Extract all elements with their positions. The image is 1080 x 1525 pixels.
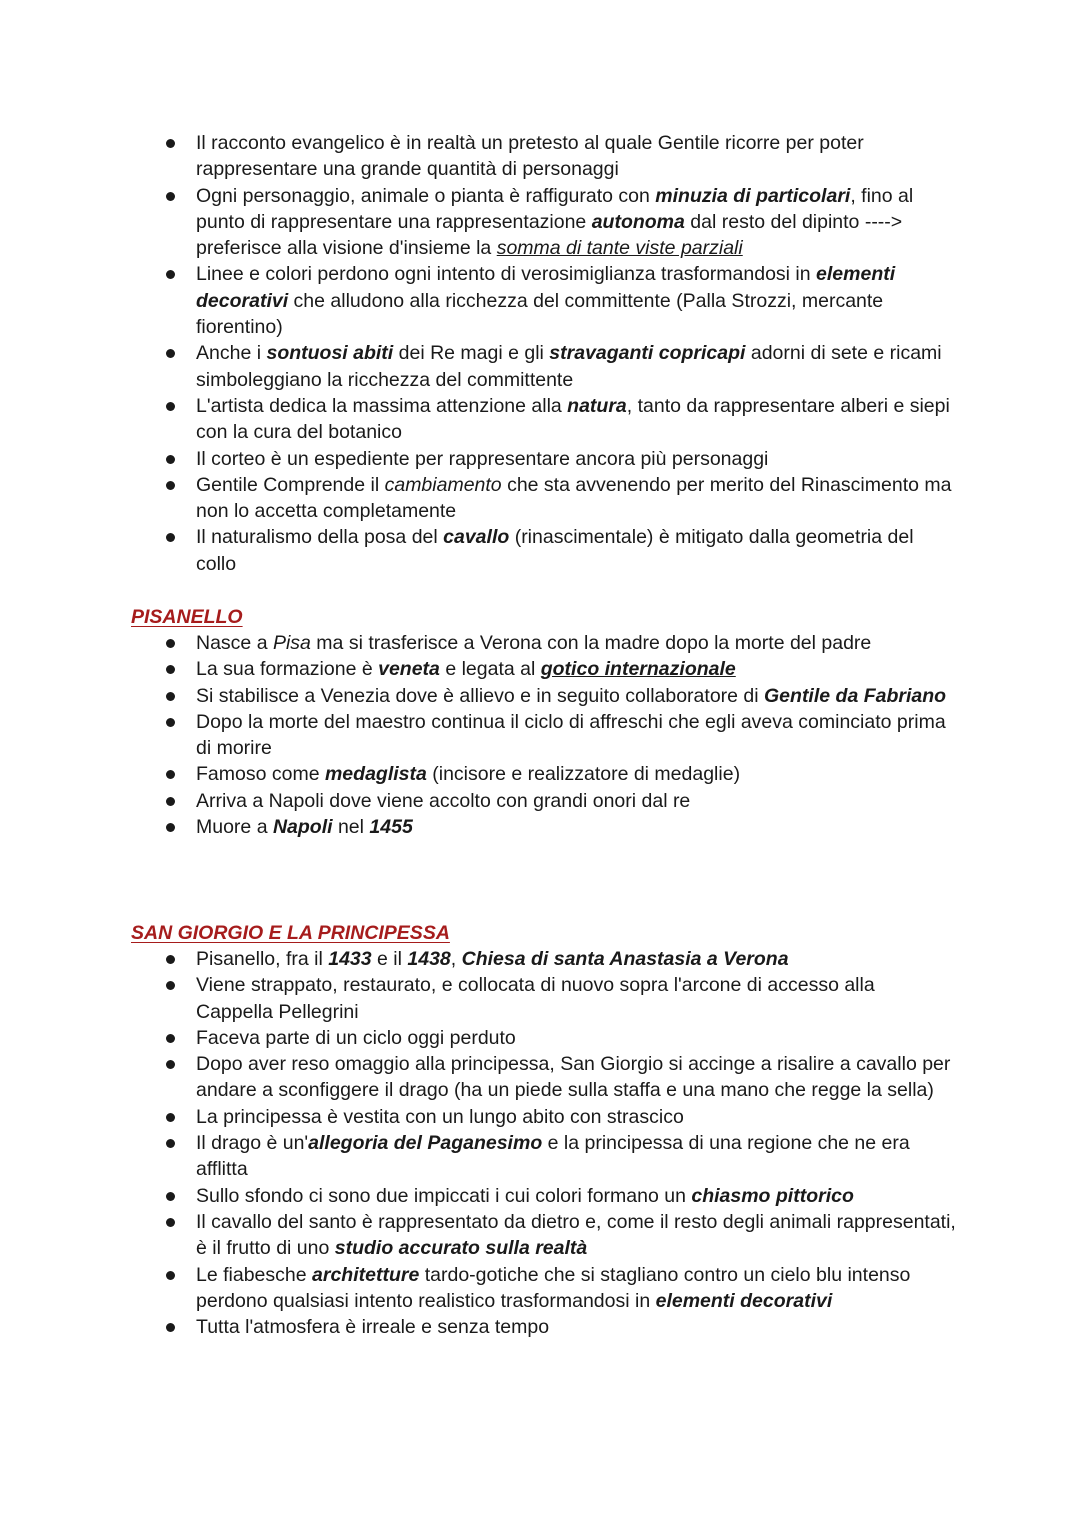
- bullet-text: 1455: [369, 816, 413, 839]
- bullet-text: Gentile Comprende il: [196, 473, 385, 496]
- bullet-text: Il drago è un': [196, 1132, 309, 1155]
- bullet-text: veneta: [378, 658, 440, 681]
- bullet-item: [0, 1104, 956, 1130]
- bullet-text: Dopo la morte del maestro continua il ciclo di affreschi che egli aveva cominciato prima di morire: [196, 710, 946, 760]
- bullet-dot-icon: [166, 139, 175, 148]
- bullet-text: Famoso come: [196, 763, 325, 786]
- bullet-text: Il cavallo del santo è rappresentato da dietro e, come il resto degli animali rappresentati, è il frutto di uno: [196, 1210, 956, 1260]
- bullet-dot-icon: [166, 349, 175, 358]
- bullet-text: Si stabilisce a Venezia dove è allievo e in seguito collaboratore di: [196, 684, 765, 707]
- bullet-item: [0, 788, 956, 814]
- bullet-text: allegoria del Paganesimo: [308, 1132, 543, 1155]
- bullet-item: [0, 1051, 956, 1104]
- bullet-text: Il racconto evangelico è in realtà un pretesto al quale Gentile ricorre per poter rappresentare una grande quantità di personaggi: [196, 132, 864, 181]
- bullet-text: Dopo aver reso omaggio alla principessa, San Giorgio si accinge a risalire a cavallo per andare a sconfiggere il drago (ha un piede sulla staffa e una mano che regge la sella): [196, 1053, 951, 1102]
- bullet-item: [0, 524, 956, 577]
- bullet-text: Anche i: [196, 342, 267, 365]
- bullet-item: [0, 946, 956, 972]
- bullet-item: [0, 261, 956, 340]
- bullet-text: minuzia di particolari: [655, 184, 851, 207]
- bullet-text: gotico internazionale: [540, 658, 736, 681]
- bullet-text: dal resto del dipinto ----> preferisce alla visione d'insieme la: [196, 210, 903, 260]
- bullet-text: Pisa: [272, 632, 311, 654]
- bullet-dot-icon: [166, 1139, 175, 1148]
- bullet-dot-icon: [166, 1060, 175, 1069]
- bullet-item: [0, 1262, 956, 1315]
- bullet-text: adorni di sete e ricami simboleggiano la ricchezza del committente: [196, 342, 942, 391]
- bullet-text: Il naturalismo della posa del: [196, 526, 444, 549]
- bullet-text: elementi decorativi: [196, 263, 896, 312]
- bullet-text: autonoma: [591, 210, 685, 233]
- bullet-text: somma di tante viste parziali: [496, 237, 743, 260]
- bullet-dot-icon: [166, 1113, 175, 1122]
- bullet-text: Il corteo è un espediente per rappresentare ancora più personaggi: [196, 447, 769, 470]
- bullet-dot-icon: [166, 481, 175, 490]
- bullet-text: tardo-gotiche che si stagliano contro un cielo blu intenso perdono qualsiasi intento realistico trasformandosi in: [196, 1263, 911, 1312]
- bullet-item: [0, 656, 956, 682]
- bullet-text: nel: [332, 816, 370, 839]
- pisanello-list: [0, 630, 1080, 840]
- bullet-text: natura: [567, 394, 627, 417]
- bullet-text: La principessa è vestita con un lungo abito con strascico: [196, 1105, 684, 1128]
- bullet-dot-icon: [166, 455, 175, 464]
- bullet-text: architetture: [312, 1263, 420, 1286]
- bullet-dot-icon: [166, 1034, 175, 1043]
- bullet-text: Nasce a: [196, 632, 273, 654]
- bullet-text: e il: [371, 948, 408, 970]
- bullet-item: [0, 709, 956, 762]
- bullet-text: chiasmo pittorico: [691, 1184, 854, 1207]
- bullet-dot-icon: [166, 1323, 175, 1332]
- bullet-text: Pisanello, fra il: [196, 948, 329, 970]
- bullet-item: [0, 183, 956, 262]
- bullet-dot-icon: [166, 1271, 175, 1280]
- san-giorgio-list: [0, 946, 1080, 1340]
- bullet-item: [0, 393, 956, 446]
- pisanello-heading: PISANELLO: [131, 606, 243, 628]
- bullet-text: Faceva parte di un ciclo oggi perduto: [196, 1026, 516, 1049]
- bullet-item: [0, 130, 956, 183]
- bullet-text: sontuosi abiti: [266, 342, 394, 365]
- bullet-item: [0, 472, 956, 525]
- bullet-item: [0, 972, 956, 1025]
- bullet-dot-icon: [166, 1192, 175, 1201]
- bullet-item: [0, 446, 956, 472]
- bullet-text: , tanto da rappresentare alberi e siepi con la cura del botanico: [196, 394, 950, 444]
- bullet-text: medaglista: [324, 763, 427, 786]
- bullet-text: , fino al punto di rappresentare una rappresentazione: [196, 184, 914, 233]
- bullet-text: Napoli: [272, 816, 333, 839]
- bullet-text: La sua formazione è: [196, 658, 379, 681]
- bullet-text: Linee e colori perdono ogni intento di verosimiglianza trasformandosi in: [196, 263, 817, 286]
- bullet-text: cavallo: [443, 526, 510, 549]
- bullet-dot-icon: [166, 533, 175, 542]
- bullet-text: (incisore e realizzatore di medaglie): [426, 763, 741, 786]
- bullet-dot-icon: [166, 639, 175, 648]
- bullet-dot-icon: [166, 797, 175, 806]
- bullet-text: ,: [450, 948, 462, 970]
- bullet-text: Viene strappato, restaurato, e collocata di nuovo sopra l'arcone di accesso alla Cappella Pellegrini: [196, 974, 875, 1023]
- intro-list: [0, 130, 1080, 577]
- bullet-item: [0, 630, 956, 656]
- bullet-text: 1438: [407, 948, 451, 970]
- bullet-item: [0, 683, 956, 709]
- bullet-dot-icon: [166, 981, 175, 990]
- bullet-text: Sullo sfondo ci sono due impiccati i cui colori formano un: [196, 1184, 692, 1207]
- bullet-text: che sta avvenendo per merito del Rinascimento ma non lo accetta completamente: [196, 473, 952, 523]
- bullet-dot-icon: [166, 823, 175, 832]
- bullet-item: [0, 1183, 956, 1209]
- bullet-dot-icon: [166, 192, 175, 201]
- bullet-dot-icon: [166, 692, 175, 701]
- san-giorgio-heading: SAN GIORGIO E LA PRINCIPESSA: [131, 922, 450, 944]
- bullet-text: dei Re magi e gli: [393, 342, 550, 365]
- bullet-dot-icon: [166, 770, 175, 779]
- bullet-text: (rinascimentale) è mitigato dalla geometria del collo: [196, 526, 914, 575]
- bullet-text: e legata al: [439, 658, 541, 681]
- bullet-text: che alludono alla ricchezza del committente (Palla Strozzi, mercante fiorentino): [196, 289, 884, 339]
- bullet-text: cambiamento: [384, 473, 502, 496]
- bullet-text: Ogni personaggio, animale o pianta è raffigurato con: [196, 184, 656, 207]
- bullet-item: [0, 1209, 956, 1262]
- bullet-text: Muore a: [196, 816, 273, 839]
- bullet-text: ma si trasferisce a Verona con la madre dopo la morte del padre: [310, 632, 872, 654]
- bullet-text: Tutta l'atmosfera è irreale e senza tempo: [196, 1316, 550, 1339]
- bullet-dot-icon: [166, 270, 175, 279]
- bullet-dot-icon: [166, 665, 175, 674]
- bullet-text: stravaganti copricapi: [549, 342, 746, 365]
- bullet-item: [0, 1025, 956, 1051]
- bullet-item: [0, 1314, 956, 1340]
- bullet-item: [0, 761, 956, 787]
- bullet-text: 1433: [328, 948, 372, 970]
- bullet-item: [0, 340, 956, 393]
- bullet-dot-icon: [166, 718, 175, 727]
- bullet-item: [0, 814, 956, 840]
- bullet-dot-icon: [166, 955, 175, 964]
- bullet-dot-icon: [166, 1218, 175, 1227]
- bullet-text: studio accurato sulla realtà: [334, 1237, 588, 1260]
- bullet-text: e la principessa di una regione che ne era afflitta: [196, 1132, 910, 1181]
- bullet-text: Arriva a Napoli dove viene accolto con grandi onori dal re: [196, 789, 691, 812]
- bullet-text: elementi decorativi: [655, 1289, 833, 1312]
- bullet-text: L'artista dedica la massima attenzione alla: [196, 394, 568, 417]
- bullet-text: Chiesa di santa Anastasia a Verona: [461, 948, 789, 970]
- bullet-item: [0, 1130, 956, 1183]
- bullet-dot-icon: [166, 402, 175, 411]
- bullet-text: Gentile da Fabriano: [764, 684, 947, 707]
- bullet-text: Le fiabesche: [196, 1263, 313, 1286]
